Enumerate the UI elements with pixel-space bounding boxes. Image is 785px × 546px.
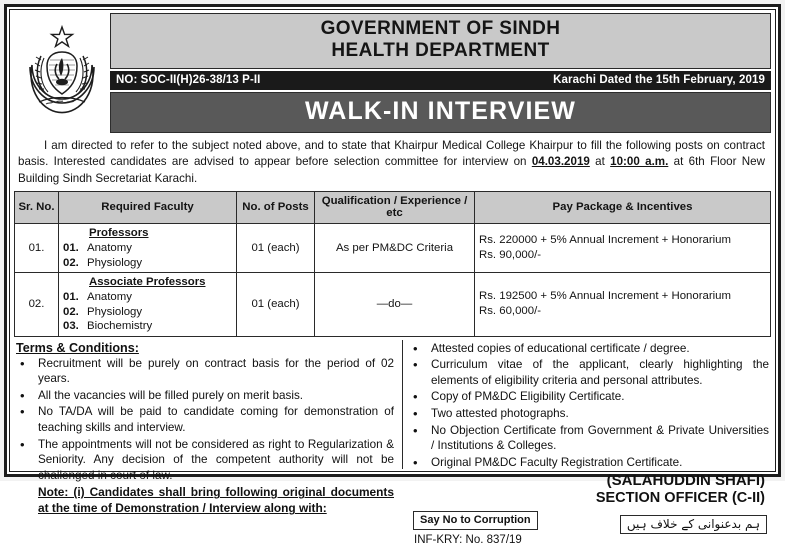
list-item: • Curriculum vitae of the applicant, clearly highlighting the elements of eligibility criteria and personal attributes. <box>411 357 769 388</box>
emblem-container <box>14 13 110 133</box>
terms-list <box>16 356 394 484</box>
list-item: • All the vacancies will be filled purely on merit basis. <box>16 388 394 404</box>
faculty-group-title: Professors <box>89 227 149 240</box>
cell-sr-no: 01. <box>15 224 59 273</box>
faculty-group-title: Associate Professors <box>89 276 206 289</box>
faculty-item-number: 03. <box>63 320 79 333</box>
intro-text-part2: at <box>589 155 611 169</box>
cell-qualification: As per PM&DC Criteria <box>315 224 475 273</box>
documents-list <box>411 341 769 471</box>
pay-package-line1: Rs. 192500 + 5% Annual Increment + Honorarium <box>479 290 732 303</box>
footer-row <box>411 510 769 546</box>
issue-date: Karachi Dated the 15th February, 2019 <box>553 73 765 86</box>
terms-title: Terms & Conditions: <box>16 340 139 355</box>
reference-bar <box>110 71 771 90</box>
cell-required-faculty <box>59 224 237 273</box>
cell-pay-package <box>475 224 771 273</box>
inner-border <box>9 9 776 546</box>
signatory-name: (SALAHUDDIN SHAFI) <box>606 472 765 490</box>
list-item: • Two attested photographs. <box>411 406 769 422</box>
terms-and-conditions-column <box>14 340 403 516</box>
inf-number: INF-KRY: No. 837/19 <box>414 534 522 546</box>
faculty-item-name: Biochemistry <box>87 320 153 333</box>
faculty-item <box>63 290 232 305</box>
list-item: • Original PM&DC Faculty Registration Certificate. <box>411 455 769 471</box>
list-item: • Copy of PM&DC Eligibility Certificate. <box>411 389 769 405</box>
department-title: HEALTH DEPARTMENT <box>331 40 550 62</box>
column-header-sr-no: Sr. No. <box>15 192 59 224</box>
column-header-required-faculty: Required Faculty <box>59 192 237 224</box>
anti-corruption-slogan-box: Say No to Corruption <box>413 511 538 530</box>
faculty-item <box>63 319 232 334</box>
column-header-pay-package: Pay Package & Incentives <box>475 192 771 224</box>
faculty-item <box>63 241 232 256</box>
cell-no-of-posts: 01 (each) <box>237 224 315 273</box>
faculty-item <box>63 305 232 320</box>
list-item: • Attested copies of educational certificate / degree. <box>411 341 769 357</box>
table-row <box>15 273 771 337</box>
list-item: • The appointments will not be considered as right to Regularization & Seniority. Any decision of the competent authority will not be challenged in court of law. <box>16 437 394 484</box>
intro-paragraph <box>14 133 771 191</box>
list-item: • No TA/DA will be paid to candidate coming for demonstration of teaching skills and interview. <box>16 404 394 435</box>
required-documents-column <box>403 340 771 546</box>
government-title: GOVERNMENT OF SINDH <box>320 18 561 39</box>
faculty-item-name: Anatomy <box>87 291 132 304</box>
signature-block <box>411 472 769 507</box>
pay-package-line2: Rs. 90,000/- <box>479 249 542 262</box>
list-item: • No Objection Certificate from Government & Private Universities / Institutions & Colleges. <box>411 423 769 454</box>
faculty-item <box>63 256 232 271</box>
faculty-item-number: 02. <box>63 256 79 269</box>
sindh-government-emblem-icon <box>19 18 105 126</box>
pay-package-line1: Rs. 220000 + 5% Annual Increment + Honorarium <box>479 234 732 247</box>
intro-text-part1: I am directed to refer to the subject noted above, and to state that Khairpur Medical College Khairpur to fill the following posts on contract basis. Interested candidates are advised to appear before selection committee for interview on <box>18 138 765 169</box>
walk-in-interview-banner: WALK-IN INTERVIEW <box>110 92 771 133</box>
column-header-no-of-posts: No. of Posts <box>237 192 315 224</box>
footer-left-group <box>411 510 538 546</box>
cell-no-of-posts: 01 (each) <box>237 273 315 337</box>
signatory-designation: SECTION OFFICER (C-II) <box>595 489 765 506</box>
column-header-qualification: Qualification / Experience / etc <box>315 192 475 224</box>
table-header-row <box>15 192 771 224</box>
cell-sr-no: 02. <box>15 273 59 337</box>
urdu-slogan-box: ہم بدعنوانی کے خلاف ہیں <box>620 515 767 534</box>
vacancy-table <box>14 191 771 337</box>
interview-time: 10:00 a.m. <box>610 155 669 169</box>
table-header <box>15 192 771 224</box>
pay-package-line2: Rs. 60,000/- <box>479 305 542 318</box>
faculty-item-number: 01. <box>63 291 79 304</box>
department-title-block <box>110 13 771 69</box>
faculty-item-name: Anatomy <box>87 242 132 254</box>
cell-required-faculty <box>59 273 237 337</box>
faculty-item-number: 02. <box>63 305 79 318</box>
faculty-item-name: Physiology <box>87 305 143 318</box>
outer-border <box>4 4 781 546</box>
cell-qualification: —do— <box>315 273 475 337</box>
bottom-section <box>14 340 771 546</box>
list-item: • Recruitment will be purely on contract basis for the period of 02 years. <box>16 356 394 387</box>
table-row <box>15 224 771 273</box>
cell-pay-package <box>475 273 771 337</box>
faculty-item-number: 01. <box>63 242 79 254</box>
header-text-group <box>110 13 771 133</box>
interview-date: 04.03.2019 <box>531 155 590 169</box>
intro-text-part3: at 6th Floor New Building Sindh Secretariat Karachi. <box>18 155 765 185</box>
reference-number: NO: SOC-II(H)26-38/13 P-II <box>116 73 261 86</box>
table-body <box>15 224 771 337</box>
document-header <box>14 13 771 133</box>
faculty-item-name: Physiology <box>87 256 143 269</box>
documents-note: Note: (i) Candidates shall bring following original documents at the time of Demonstration / Interview along with: <box>38 485 394 516</box>
